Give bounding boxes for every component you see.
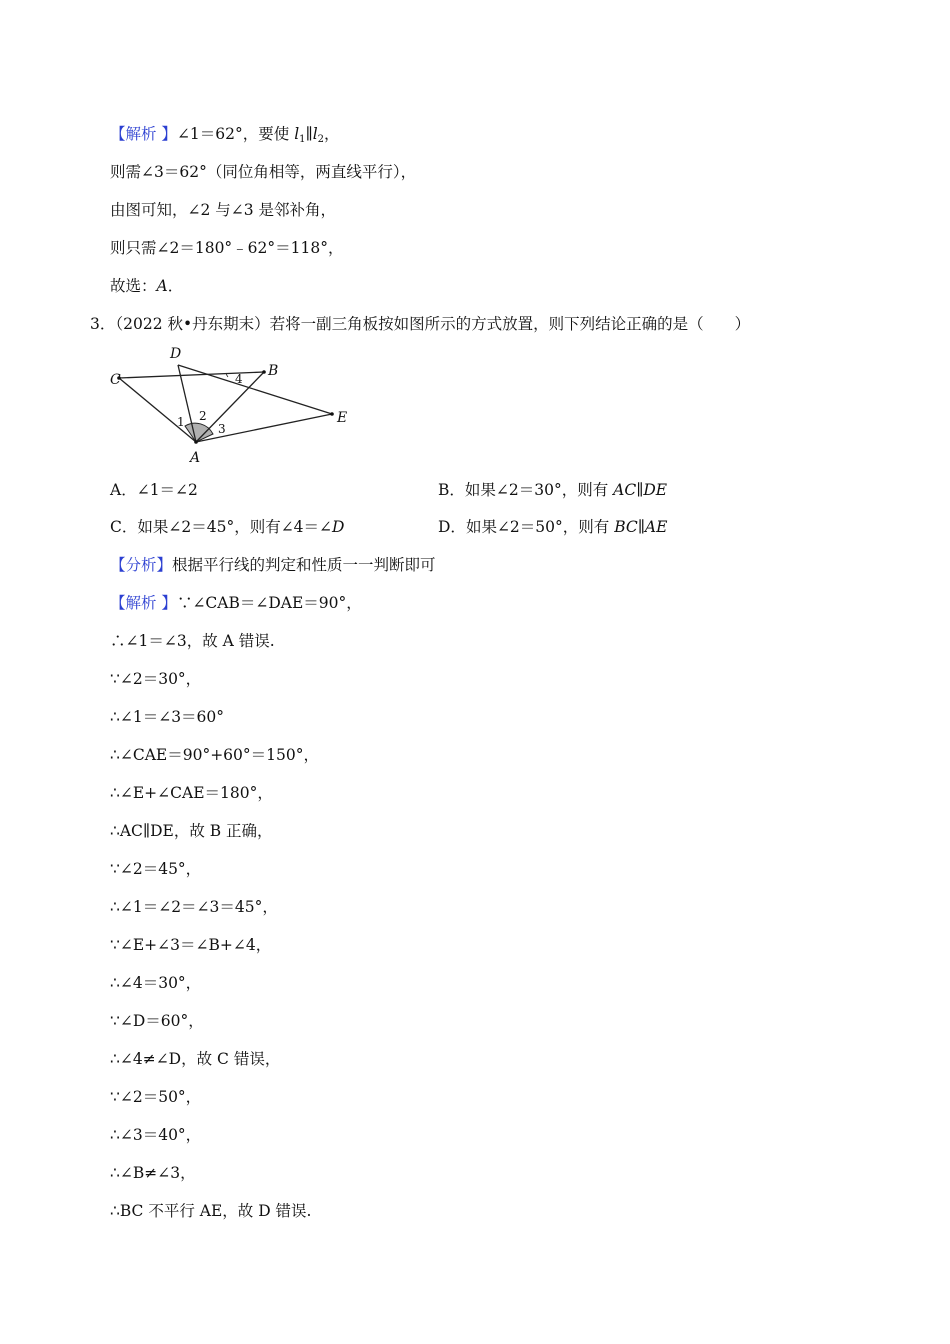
point-b <box>262 370 266 374</box>
option-a[interactable] <box>110 480 198 500</box>
option-d-text: 如果∠2＝50°，则有 <box>465 518 615 536</box>
analysis-tag: 【分析】 <box>110 556 173 574</box>
question-stem <box>90 314 750 334</box>
segment-ba <box>196 372 264 442</box>
solution-line-14: ∴∠3＝40°， <box>110 1126 202 1144</box>
solution-line-0: 【解析 】∵∠CAB＝∠DAE＝90°， <box>110 594 362 612</box>
prev-solution-line-5: 故选：A． <box>110 277 184 295</box>
angle-label-3: 3 <box>218 422 226 436</box>
solution-line-6: ∴AC∥DE，故 B 正确， <box>110 822 273 840</box>
option-c-text: 如果∠2＝45°，则有∠4＝∠ <box>137 518 333 536</box>
prev-solution-line-4: 则只需∠2＝180°﹣62°＝118°， <box>110 239 344 257</box>
solution-tag: 【解析 】 <box>110 594 177 612</box>
angle-label-4: 4 <box>235 372 243 386</box>
option-b-text: 如果∠2＝30°，则有 <box>464 481 614 499</box>
angle-label-1: 1 <box>177 415 185 429</box>
option-b-letter: B． <box>438 481 465 499</box>
option-a-letter: A． <box>110 481 137 499</box>
label-e: E <box>337 410 348 426</box>
solution-line-15: ∴∠B≠∠3， <box>110 1164 196 1182</box>
option-c[interactable] <box>110 517 344 537</box>
segment-ca <box>119 378 196 442</box>
analysis-text: 根据平行线的判定和性质一一判断即可 <box>172 556 436 574</box>
segment-da <box>178 365 196 442</box>
question-source: （2022 秋•丹东期末） <box>115 315 270 333</box>
solution-line-9: ∵∠E+∠3＝∠B+∠4， <box>110 936 272 954</box>
option-d-letter: D． <box>438 518 466 536</box>
option-c-math: D <box>332 518 345 536</box>
angle-label-2: 2 <box>199 409 207 423</box>
solution-line-3: ∴∠1＝∠3＝60° <box>110 708 225 726</box>
option-c-letter: C． <box>110 518 138 536</box>
label-d: D <box>170 346 182 362</box>
prev-solution-line-2: 则需∠3＝62°（同位角相等，两直线平行）， <box>110 163 417 181</box>
solution-line-4: ∴∠CAE＝90°+60°＝150°， <box>110 746 319 764</box>
option-d-math: BC∥AE <box>614 518 668 536</box>
label-a: A <box>190 450 201 465</box>
label-b: B <box>268 363 279 379</box>
prev-solution-tag: 【解析 】 <box>110 125 177 143</box>
solution-line-8: ∴∠1＝∠2＝∠3＝45°， <box>110 898 278 916</box>
question-number: 3． <box>90 315 116 333</box>
solution-line-12: ∴∠4≠∠D，故 C 错误， <box>110 1050 281 1068</box>
point-e <box>330 412 334 416</box>
prev-solution-line-1: 【解析 】∠1＝62°，要使 $l_1\parallel l_2$， <box>110 125 340 145</box>
solution-line-10: ∴∠4＝30°， <box>110 974 202 992</box>
solution-line-11: ∵∠D＝60°， <box>110 1012 204 1030</box>
option-a-text: ∠1＝∠2 <box>136 481 198 499</box>
prev-solution-line-3: 由图可知，∠2 与∠3 是邻补角， <box>110 201 337 219</box>
solution-line-13: ∵∠2＝50°， <box>110 1088 202 1106</box>
option-b[interactable] <box>438 480 667 500</box>
point-a <box>194 440 198 444</box>
option-b-math: AC∥DE <box>613 481 668 499</box>
option-d[interactable] <box>438 517 667 537</box>
solution-line-2: ∵∠2＝30°， <box>110 670 202 688</box>
solution-line-16: ∴BC 不平行 AE，故 D 错误. <box>110 1202 312 1220</box>
solution-line-5: ∴∠E+∠CAE＝180°， <box>110 784 273 802</box>
geometry-figure <box>110 340 360 465</box>
solution-line-7: ∵∠2＝45°， <box>110 860 202 878</box>
segment-ae <box>196 414 332 442</box>
solution-line-1: ∴∠1＝∠3，故 A 错误. <box>110 632 275 650</box>
question-text: 若将一副三角板按如图所示的方式放置，则下列结论正确的是（ ） <box>269 315 751 333</box>
label-c: C <box>110 372 121 388</box>
analysis-line <box>110 555 436 575</box>
